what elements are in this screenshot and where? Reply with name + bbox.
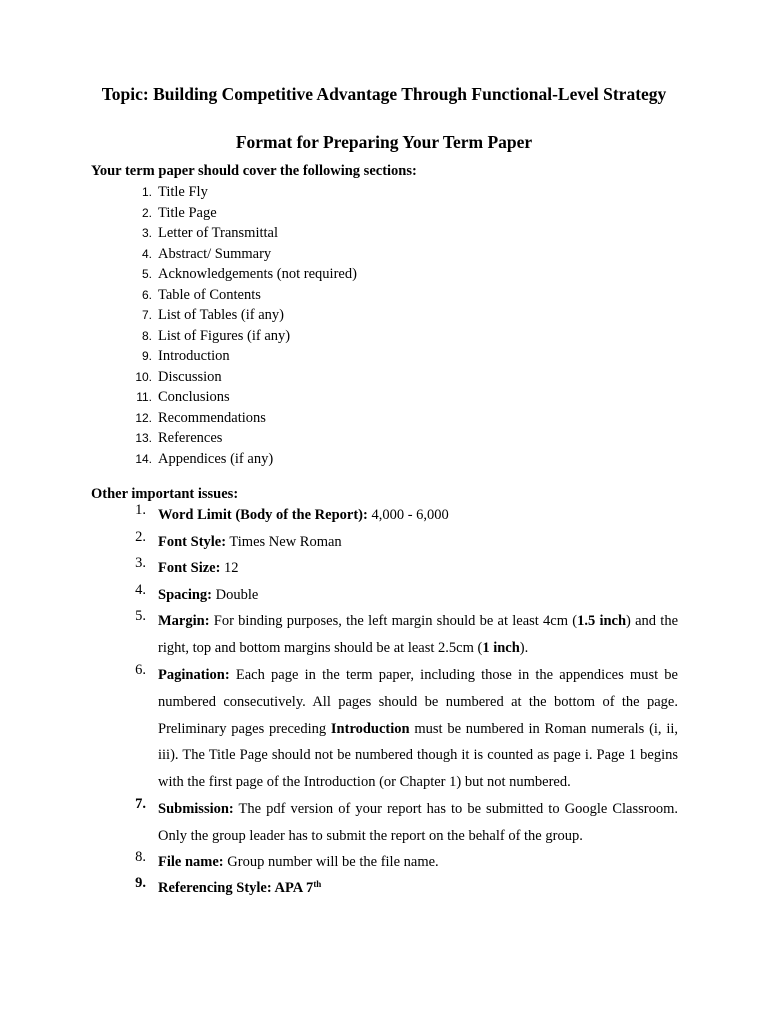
list-label: Appendices (if any) [158, 450, 274, 467]
issue-number: 1. [135, 502, 146, 518]
issue-number: 5. [135, 608, 146, 624]
issue-label: Font Size: [158, 560, 221, 576]
list-label: References [158, 430, 223, 446]
list-number: 3. [141, 226, 152, 240]
issue-emphasis: 1.5 inch [577, 613, 627, 629]
list-label: Recommendations [158, 409, 266, 426]
list-number: 2. [141, 205, 152, 220]
list-label: List of Tables (if any) [158, 307, 284, 323]
list-number: 4. [141, 246, 152, 261]
list-label: Abstract/ Summary [158, 245, 272, 262]
issue-text: ). [519, 639, 529, 656]
issue-label: Pagination: [158, 667, 230, 683]
issue-text: must be numbered in Roman numerals (i, ii, iii). The Title Page should not be numbered though it is counted as page i. Page 1 begins with the first page of the Introduction (or Chapter 1) but not numbered. [158, 720, 678, 791]
list-label: Conclusions [158, 389, 230, 405]
issue-body [158, 662, 678, 796]
issue-number: 2. [135, 529, 146, 545]
issue-text: Each page in the term paper, including those in the appendices must be numbered consecutively. All pages should be numbered at the bottom of the page. Preliminary pages preceding [158, 667, 678, 737]
issue-label: Margin: [158, 613, 210, 629]
issue-body [158, 849, 678, 876]
issue-body [158, 796, 678, 850]
list-number: 5. [141, 267, 152, 281]
issue-body [158, 582, 678, 609]
issue-body [158, 502, 678, 529]
issue-label: Submission: [158, 801, 234, 817]
issue-text: ) and the right, top and bottom margins should be at least 2.5cm ( [158, 613, 679, 656]
issue-label: Font Style: [158, 534, 227, 550]
list-label: Discussion [158, 368, 222, 385]
list-number: 11. [136, 390, 152, 404]
issue-body [158, 529, 678, 556]
list-label: Introduction [158, 348, 230, 364]
issue-text: 4,000 - 6,000 [367, 507, 449, 523]
list-number: 6. [141, 287, 152, 302]
issue-text: Times New Roman [226, 534, 342, 550]
issue-text: For binding purposes, the left margin should be at least 4cm ( [209, 613, 578, 629]
issue-number: 7. [135, 796, 146, 812]
list-label: Letter of Transmittal [158, 225, 279, 241]
issue-label: Referencing Style: APA 7 [158, 880, 314, 896]
issue-body [158, 875, 678, 902]
list-number: 10. [135, 369, 152, 384]
issue-body [158, 608, 678, 662]
issue-number: 3. [135, 555, 146, 571]
issue-number: 9. [135, 875, 146, 891]
issue-text: Group number will be the file name. [223, 854, 439, 870]
list-number: 7. [141, 308, 152, 322]
issue-text: The pdf version of your report has to be submitted to Google Classroom. Only the group leader has to submit the report on the behalf of the group. [158, 801, 678, 844]
list-label: Acknowledgements (not required) [158, 266, 357, 282]
topic-title: Topic: Building Competitive Advantage Through Functional-Level Strategy [101, 84, 667, 104]
issue-label: Spacing: [158, 587, 212, 603]
list-number: 13. [135, 431, 152, 445]
issue-emphasis: 1 inch [482, 639, 520, 656]
issue-number: 6. [135, 662, 146, 678]
issue-number: 8. [135, 849, 146, 865]
list-number: 14. [135, 451, 152, 466]
list-label: Table of Contents [158, 286, 261, 303]
issue-emphasis: Introduction [330, 720, 410, 737]
format-title: Format for Preparing Your Term Paper [235, 132, 533, 152]
issue-text: 12 [220, 560, 239, 576]
issue-label: Word Limit (Body of the Report): [158, 507, 368, 523]
list-label: List of Figures (if any) [158, 327, 291, 344]
sections-heading: Your term paper should cover the following sections: [91, 163, 417, 179]
list-number: 9. [141, 349, 152, 363]
list-number: 8. [141, 328, 152, 343]
issue-superscript: th [313, 879, 322, 889]
issue-number: 4. [135, 582, 146, 598]
list-number: 12. [135, 410, 152, 425]
issue-body [158, 555, 678, 582]
issues-heading: Other important issues: [91, 486, 239, 502]
issue-label: File name: [158, 854, 224, 870]
issue-text: Double [212, 587, 259, 603]
list-label: Title Page [158, 204, 217, 221]
list-label: Title Fly [158, 184, 208, 200]
list-number: 1. [141, 185, 152, 199]
